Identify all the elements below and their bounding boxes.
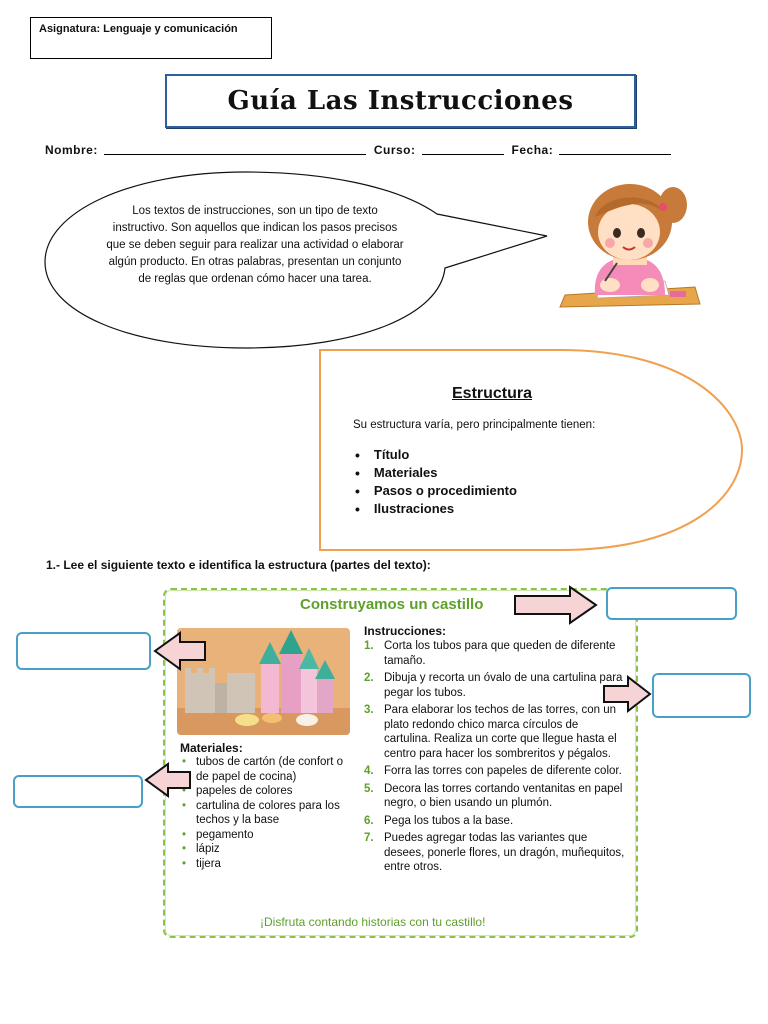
text-title: Construyamos un castillo	[300, 596, 484, 613]
material-item: • tijera	[182, 857, 347, 872]
course-label: Curso:	[373, 143, 416, 157]
subject-label: Asignatura: Lenguaje y comunicación	[39, 23, 238, 35]
step-number: 1.	[364, 640, 374, 652]
step-text: Puedes agregar todas las variantes que desees, ponerle flores, un dragón, muñequitos, entre otros.	[384, 832, 625, 873]
answer-box-materials[interactable]	[13, 775, 143, 808]
material-item: • pegamento	[182, 828, 347, 843]
material-item: • tubos de cartón (de confort o de papel de cocina)	[182, 755, 347, 784]
structure-title: Estructura	[452, 385, 533, 402]
material-item: • papeles de colores	[182, 784, 347, 799]
page-title: Guía Las Instrucciones	[227, 86, 574, 116]
step-text: Forra las torres con papeles de diferente color.	[384, 765, 622, 777]
step-text: Corta los tubos para que queden de diferente tamaño.	[384, 640, 616, 667]
structure-item-title: • Título	[355, 446, 517, 464]
step-text: Dibuja y recorta un óvalo de una cartulina para pegar los tubos.	[384, 672, 623, 699]
structure-item-illustrations: • Ilustraciones	[355, 500, 517, 518]
step-text: Decora las torres cortando ventanitas en papel negro, o bien usando un plumón.	[384, 782, 623, 809]
material-item: • lápiz	[182, 842, 347, 857]
step-number: 5.	[364, 782, 374, 795]
arrow-right-instructions-icon	[604, 677, 650, 711]
date-label: Fecha:	[511, 143, 554, 157]
step-number: 4.	[364, 765, 374, 777]
bubble-text: Los textos de instrucciones, son un tipo de texto instructivo. Son aquellos que indican los pasos precisos que se deben seguir para realizar una actividad o elaborar algún producto. En otras palabras, presentan un conjunto de reglas que ordenan cómo hacer una tarea.	[106, 205, 404, 285]
step-number: 2.	[364, 672, 374, 684]
answer-box-title[interactable]	[606, 587, 737, 620]
answer-box-illustration[interactable]	[16, 632, 151, 670]
step-number: 6.	[364, 814, 374, 827]
arrow-right-title-icon	[515, 587, 596, 623]
closing-line: ¡Disfruta contando historias con tu castillo!	[260, 915, 486, 929]
step-text: Pega los tubos a la base.	[384, 814, 514, 827]
structure-intro: Su estructura varía, pero principalmente tienen:	[353, 419, 596, 431]
structure-item-steps: • Pasos o procedimiento	[355, 482, 517, 500]
step-number: 7.	[364, 832, 374, 844]
structure-item-materials: • Materiales	[355, 464, 517, 482]
arrow-left-illustration-icon	[155, 633, 205, 669]
step-number: 3.	[364, 704, 374, 716]
arrow-left-materials-icon	[146, 764, 190, 796]
material-item: • cartulina de colores para los techos y la base	[182, 799, 347, 828]
instructions-label: Instrucciones:	[364, 624, 447, 638]
materials-label: Materiales:	[180, 741, 243, 755]
exercise-question: 1.- Lee el siguiente texto e identifica la estructura (partes del texto):	[46, 558, 431, 572]
name-label: Nombre:	[45, 143, 98, 157]
answer-box-instructions[interactable]	[652, 673, 751, 718]
step-text: Para elaborar los techos de las torres, con un plato redondo chico marca círculos de cartulina. Realiza un corte que llegue hasta el centro para hacer los sombreritos y pégalos.	[384, 704, 617, 760]
